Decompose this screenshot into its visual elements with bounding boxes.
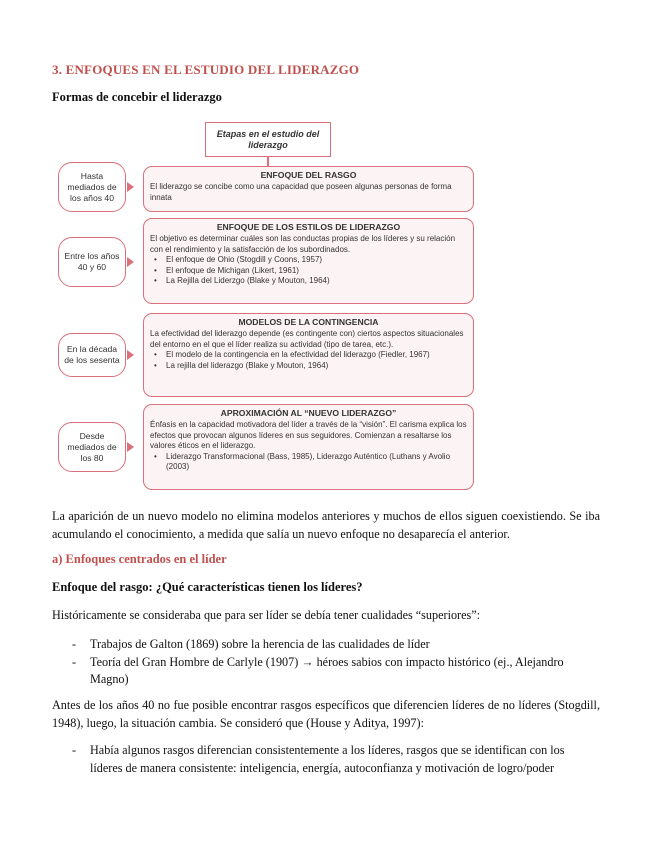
arrow-icon	[127, 350, 134, 360]
period-label: Hasta mediados de los años 40	[58, 162, 126, 212]
list-item: • La rejilla del liderazgo (Blake y Mouton, 1964)	[150, 361, 467, 372]
stage-box-nuevo-liderazgo	[143, 404, 474, 490]
stage-box-text: La efectividad del liderazgo depende (es contingente con) ciertos aspectos situacionales del entorno en el que el líder realiza su actividad (tipo de tarea, etc.).	[150, 329, 464, 349]
stage-box-title: ENFOQUE DEL RASGO	[260, 170, 357, 180]
stage-box-text: El liderazgo se concibe como una capacidad que poseen algunas personas de forma innata	[150, 182, 452, 202]
section-title: 3. ENFOQUES EN EL ESTUDIO DEL LIDERAZGO	[52, 62, 360, 77]
section-heading-a: a) Enfoques centrados en el líder	[52, 552, 227, 566]
list-item: • La Rejilla del Liderzgo (Blake y Mouton, 1964)	[150, 276, 467, 287]
diagram-stage-title: Etapas en el estudio del liderazgo	[205, 122, 331, 157]
period-label: Desde mediados de los 80	[58, 422, 126, 472]
subtitle: Formas de concebir el liderazgo	[52, 90, 222, 104]
stage-box-contingencia	[143, 313, 474, 397]
arrow-icon	[127, 257, 134, 267]
trait-heading: Enfoque del rasgo: ¿Qué características tienen los líderes?	[52, 580, 363, 594]
period-label: En la década de los sesenta	[58, 333, 126, 377]
stage-box-title: ENFOQUE DE LOS ESTILOS DE LIDERAZGO	[216, 222, 401, 232]
arrow-icon	[127, 182, 134, 192]
list-item: • El enfoque de Ohio (Stogdill y Coons, 1957)	[150, 255, 467, 266]
list-item: • Liderazgo Transformacional (Bass, 1985), Liderazgo Auténtico (Luthans y Avolio (2003)	[150, 452, 467, 473]
diagram-connector	[267, 157, 269, 166]
list	[52, 636, 600, 689]
arrow-icon	[127, 442, 134, 452]
period-label: Entre los años 40 y 60	[58, 237, 126, 287]
paragraph: Históricamente se consideraba que para ser líder se debía tener cualidades “superiores”:	[52, 608, 481, 622]
stage-box-title: MODELOS DE LA CONTINGENCIA	[238, 317, 379, 327]
list-item: • El modelo de la contingencia en la efectividad del liderazgo (Fiedler, 1967)	[150, 350, 467, 361]
stage-box-estilos	[143, 218, 474, 304]
stage-box-title: APROXIMACIÓN AL “NUEVO LIDERAZGO”	[220, 408, 397, 418]
stage-box-text: Énfasis en la capacidad motivadora del líder a través de la “visión”. El carisma explica los efectos que provocan algunos líderes en sus seguidores. Comienzan a resaltarse los valores éticos en el liderazgo.	[150, 420, 467, 451]
list-item: - Teoría del Gran Hombre de Carlyle (1907) → héroes sabios con impacto histórico (ej., Alejandro Magno)	[72, 654, 564, 686]
list-item: • El enfoque de Michigan (Likert, 1961)	[150, 266, 467, 277]
stage-box-text: El objetivo es determinar cuáles son las conductas propias de los líderes y su relación con el rendimiento y la satisfacción de los subordinados.	[150, 234, 456, 254]
stage-box-rasgo	[143, 166, 474, 212]
list-item: - Había algunos rasgos diferencian consistentemente a los líderes, rasgos que se identifican con los líderes de manera consistente: inteligencia, energía, autoconfianza y motivación de logro/poder	[72, 743, 565, 775]
paragraph: Antes de los años 40 no fue posible encontrar rasgos específicos que diferencien líderes de no líderes (Stogdill, 1948), luego, la situación cambia. Se consideró que (House y Aditya, 1997):	[52, 698, 600, 730]
paragraph: La aparición de un nuevo modelo no elimina modelos anteriores y muchos de ellos siguen coexistiendo. Se iba acumulando el conocimiento, a medida que salía un nuevo enfoque no desaparecía el anterior.	[52, 509, 600, 541]
list-item: - Trabajos de Galton (1869) sobre la herencia de las cualidades de líder	[72, 637, 430, 651]
list	[52, 742, 600, 777]
